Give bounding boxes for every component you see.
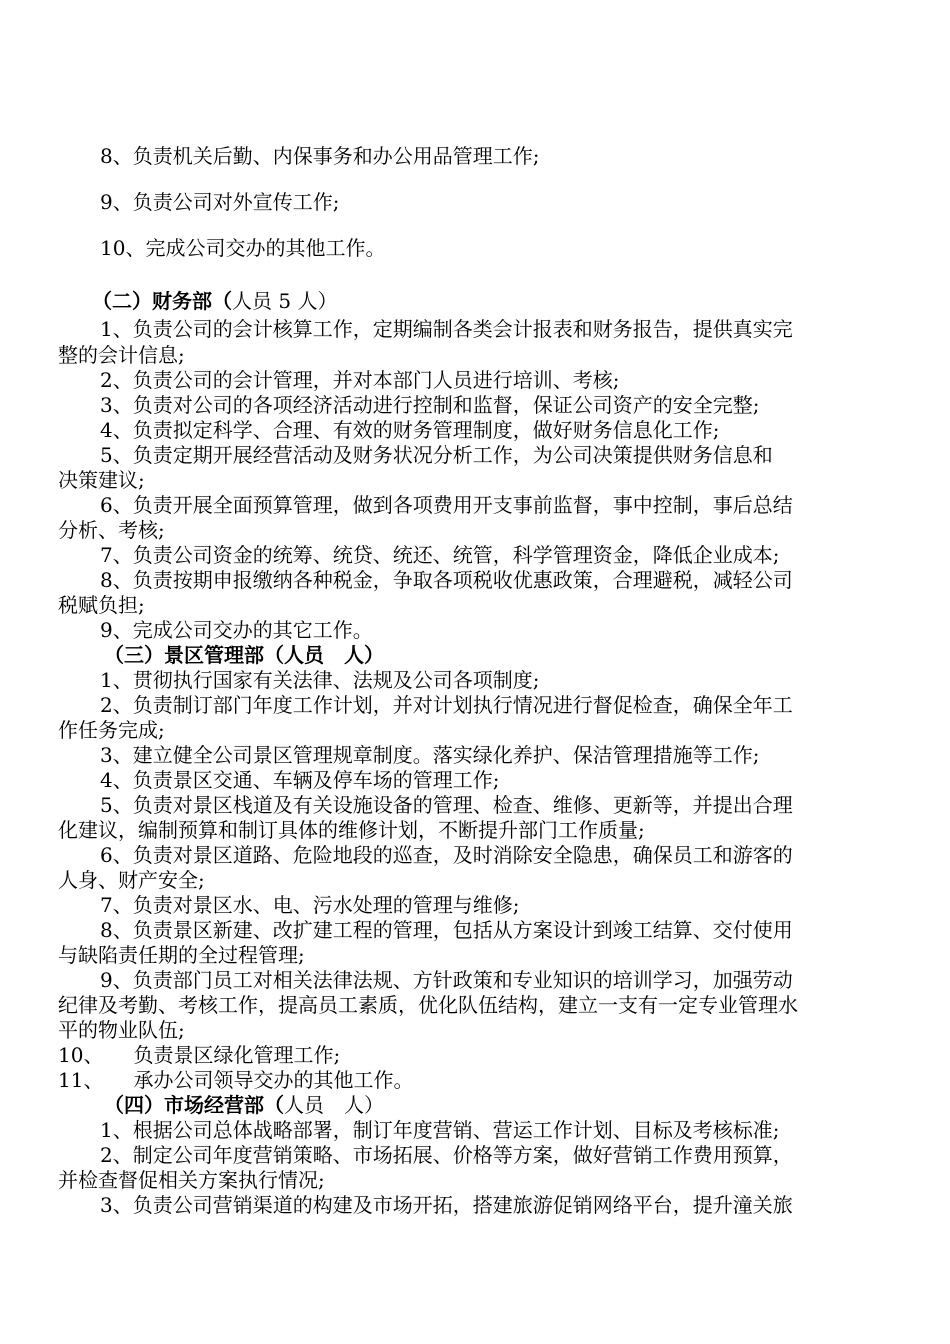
list-item: 并检查督促相关方案执行情况; [58, 1168, 325, 1192]
list-item: 7、负责对景区水、电、污水处理的管理与维修; [100, 893, 520, 917]
list-item: 整的会计信息; [58, 343, 185, 367]
list-item: 3、负责公司营销渠道的构建及市场开拓，搭建旅游促销网络平台，提升潼关旅 [100, 1193, 793, 1217]
section-heading-title: （二）财务部（ [92, 289, 232, 313]
list-item: 7、负责公司资金的统筹、统贷、统还、统管，科学管理资金，降低企业成本; [100, 543, 780, 567]
list-item: 人身、财产安全; [58, 868, 205, 892]
list-item: 1、贯彻执行国家有关法律、法规及公司各项制度; [100, 668, 540, 692]
list-item: 2、负责制订部门年度工作计划，并对计划执行情况进行督促检查，确保全年工 [100, 693, 793, 717]
list-item: 4、负责拟定科学、合理、有效的财务管理制度，做好财务信息化工作; [100, 418, 720, 442]
list-item: 2、负责公司的会计管理，并对本部门人员进行培训、考核; [100, 368, 620, 392]
list-item: 化建议，编制预算和制订具体的维修计划，不断提升部门工作质量; [58, 818, 645, 842]
list-item: 4、负责景区交通、车辆及停车场的管理工作; [100, 768, 500, 792]
list-item: 纪律及考勤、考核工作，提高员工素质，优化队伍结构，建立一支有一定专业管理水 [58, 993, 798, 1017]
list-item: 1、根据公司总体战略部署，制订年度营销、营运工作计划、目标及考核标准; [100, 1118, 780, 1142]
section-heading-finance [92, 288, 337, 314]
list-item: 9、负责公司对外宣传工作; [100, 190, 340, 214]
list-item: 5、负责定期开展经营活动及财务状况分析工作，为公司决策提供财务信息和 [100, 443, 773, 467]
list-item: 3、建立健全公司景区管理规章制度。落实绿化养护、保洁管理措施等工作; [100, 743, 760, 767]
list-item: 9、负责部门员工对相关法律法规、方针政策和专业知识的培训学习，加强劳动 [100, 968, 793, 992]
list-item: 税赋负担; [58, 593, 145, 617]
list-item: 10、完成公司交办的其他工作。 [100, 236, 386, 260]
list-item: 决策建议; [58, 468, 145, 492]
list-item: 1、负责公司的会计核算工作，定期编制各类会计报表和财务报告，提供真实完 [100, 317, 793, 341]
list-item: 6、负责开展全面预算管理，做到各项费用开支事前监督，事中控制，事后总结 [100, 493, 793, 517]
list-item: 10、 负责景区绿化管理工作; [58, 1043, 341, 1067]
list-item: 11、 承办公司领导交办的其他工作。 [58, 1068, 414, 1092]
list-item: 9、完成公司交办的其它工作。 [100, 618, 373, 642]
section-heading-marketing [104, 1092, 384, 1118]
section-heading-title: （四）市场经营部（ [104, 1093, 284, 1117]
list-item: 6、负责对景区道路、危险地段的巡查，及时消除安全隐患，确保员工和游客的 [100, 843, 793, 867]
section-heading-people: 人员 人） [284, 1093, 384, 1117]
list-item: 作任务完成; [58, 718, 165, 742]
section-heading-people: 人员 5 人） [232, 289, 338, 313]
list-item: 5、负责对景区栈道及有关设施设备的管理、检查、维修、更新等，并提出合理 [100, 793, 793, 817]
section-heading-scenic [104, 642, 384, 668]
list-item: 平的物业队伍; [58, 1018, 185, 1042]
list-item: 分析、考核; [58, 518, 165, 542]
list-item: 8、负责景区新建、改扩建工程的管理，包括从方案设计到竣工结算、交付使用 [100, 918, 793, 942]
list-item: 与缺陷责任期的全过程管理; [58, 943, 305, 967]
list-item: 2、制定公司年度营销策略、市场拓展、价格等方案，做好营销工作费用预算， [100, 1143, 793, 1167]
list-item: 8、负责机关后勤、内保事务和办公用品管理工作; [100, 144, 540, 168]
list-item: 3、负责对公司的各项经济活动进行控制和监督，保证公司资产的安全完整; [100, 393, 760, 417]
list-item: 8、负责按期申报缴纳各种税金，争取各项税收优惠政策，合理避税，减轻公司 [100, 568, 793, 592]
section-heading-title: （三）景区管理部（人员 人） [104, 643, 384, 667]
